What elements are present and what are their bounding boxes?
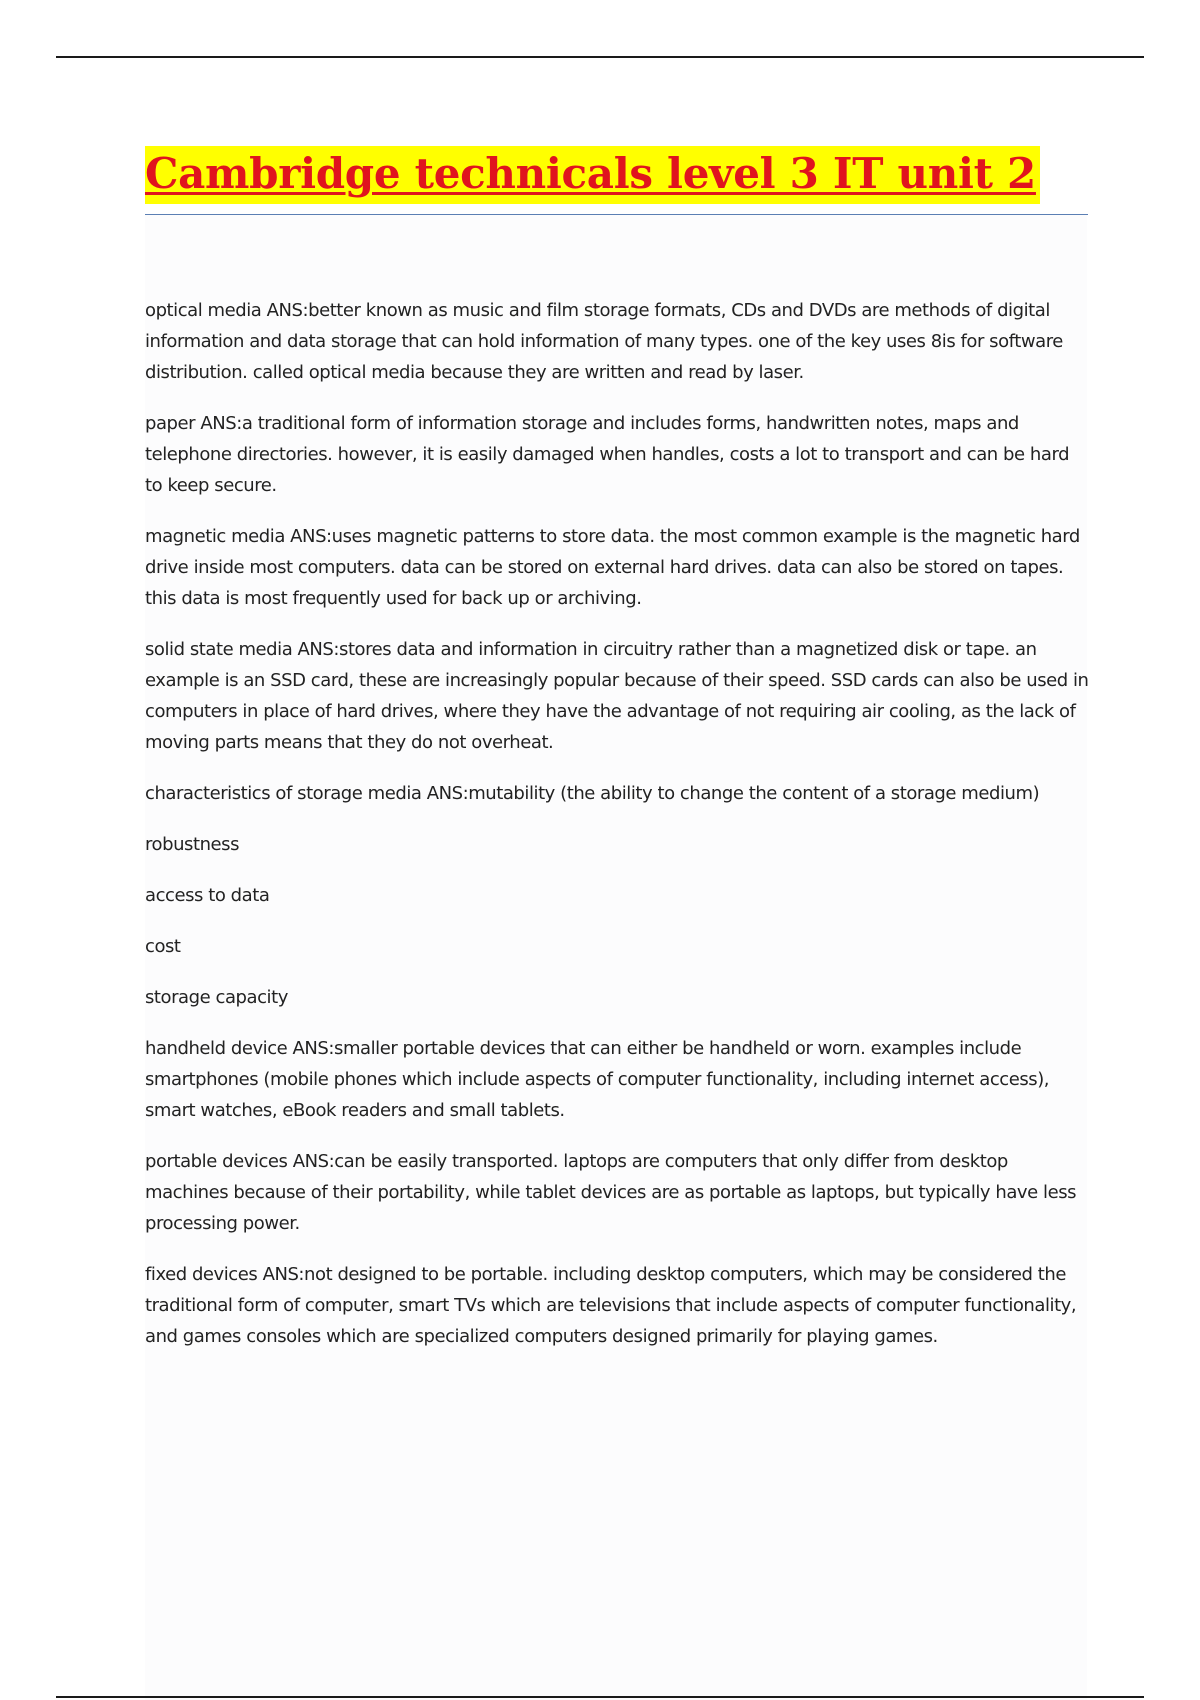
title-block (145, 146, 1087, 204)
title-rule (145, 214, 1088, 215)
page-bottom-rule (56, 1696, 1144, 1698)
entry-paper: paper ANS:a traditional form of information storage and includes forms, handwritten notes, maps and telephone directories. however, it is easily damaged when handles, costs a lot to transport and can be hard to keep secure. (145, 413, 1070, 496)
page-title: Cambridge technicals level 3 IT unit 2 (145, 146, 1040, 204)
entry-storage-capacity: storage capacity (145, 987, 288, 1008)
entry-handheld-device: handheld device ANS:smaller portable devices that can either be handheld or worn. examples include smartphones (mobile phones which include aspects of computer functionality, including internet access), smart watches, eBook readers and small tablets. (145, 1038, 1050, 1121)
page-top-rule (56, 56, 1144, 58)
document-body (145, 295, 1090, 1372)
entry-fixed-devices: fixed devices ANS:not designed to be portable. including desktop computers, which may be considered the traditional form of computer, smart TVs which are televisions that include aspects of computer functionality, and games consoles which are specialized computers designed primarily for playing games. (145, 1264, 1077, 1347)
entry-solid-state-media: solid state media ANS:stores data and information in circuitry rather than a magnetized disk or tape. an example is an SSD card, these are increasingly popular because of their speed. SSD cards can also be used in computers in place of hard drives, where they have the advantage of not requiring air cooling, as the lack of moving parts means that they do not overheat. (145, 639, 1089, 753)
entry-access-to-data: access to data (145, 885, 270, 906)
entry-optical-media: optical media ANS:better known as music and film storage formats, CDs and DVDs are methods of digital information and data storage that can hold information of many types. one of the key uses 8is for software distribution. called optical media because they are written and read by laser. (145, 300, 1063, 383)
entry-portable-devices: portable devices ANS:can be easily transported. laptops are computers that only differ from desktop machines because of their portability, while tablet devices are as portable as laptops, but typically have less processing power. (145, 1151, 1077, 1234)
entry-characteristics-of-storage-media: characteristics of storage media ANS:mutability (the ability to change the content of a storage medium) (145, 783, 1040, 804)
entry-cost: cost (145, 936, 181, 957)
entry-robustness: robustness (145, 834, 240, 855)
entry-magnetic-media: magnetic media ANS:uses magnetic patterns to store data. the most common example is the magnetic hard drive inside most computers. data can be stored on external hard drives. data can also be stored on tapes. this data is most frequently used for back up or archiving. (145, 526, 1080, 609)
